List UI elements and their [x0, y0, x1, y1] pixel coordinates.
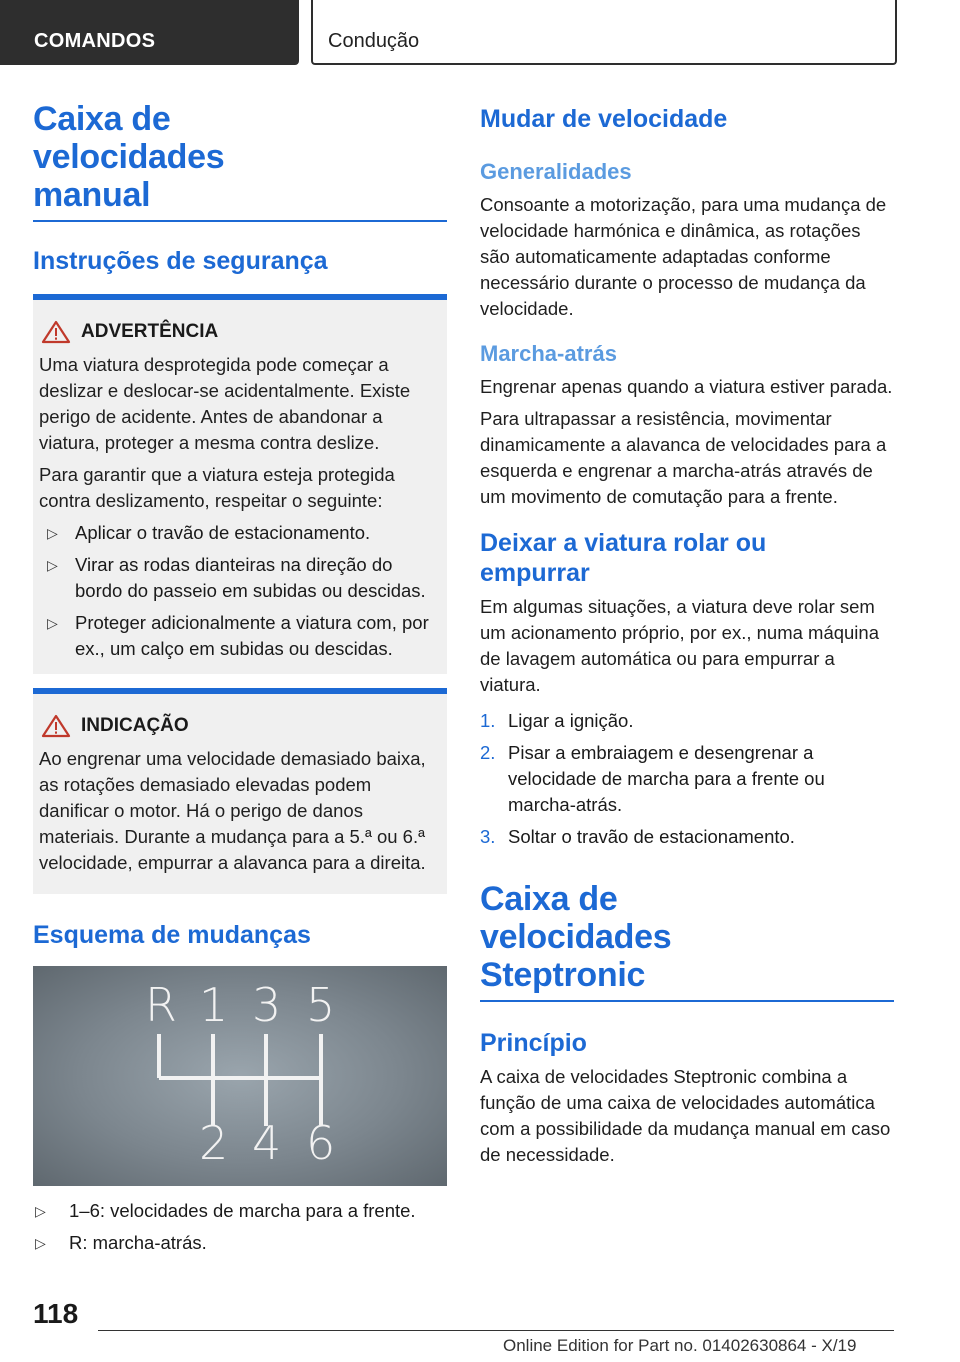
- reverse-paragraph-2: Para ultrapassar a resistência, movimentar dinamicamente a alavanca de velocidades para a esquerda e engrenar a marcha-atrás através de um movimento de comutação para a frente.: [480, 408, 887, 507]
- section-label: COMANDOS: [34, 30, 156, 52]
- list-item: 1. Ligar a ignição.: [480, 710, 634, 731]
- note-title: [39, 714, 441, 738]
- warning-paragraph: Uma viatura desprotegida pode começar a deslizar e deslocar-se acidentalmente. Existe perigo de acidente. Antes de abandonar a viatura, proteger a mesma contra deslize.: [39, 354, 411, 453]
- principle-paragraph: A caixa de velocidades Steptronic combina a função de uma caixa de velocidades automática com a possibilidade da mudança manual em caso de necessidade.: [480, 1066, 891, 1165]
- reverse-heading: Marcha-atrás: [480, 341, 617, 366]
- warning-paragraph-2: Para garantir que a viatura esteja protegida contra deslizamento, respeitar o seguinte:: [39, 464, 395, 511]
- general-paragraph: Consoante a motorização, para uma mudança de velocidade harmónica e dinâmica, as rotações são automaticamente adaptadas conforme necessário durante o processo de mudança da velocidade.: [480, 194, 887, 319]
- roll-heading: Deixar a viatura rolar ou empurrar: [480, 529, 767, 587]
- shift-pattern-lines: [33, 966, 447, 1186]
- gear-shift-diagram: [33, 966, 447, 1186]
- gear-label-4: 4: [252, 1116, 282, 1170]
- change-heading: Mudar de velocidade: [480, 105, 728, 133]
- list-item: ▷ Proteger adicionalmente a viatura com, por ex., um calço em subidas ou descidas.: [39, 610, 441, 662]
- steptronic-rule: [480, 1000, 894, 1002]
- gear-label-2: 2: [199, 1116, 229, 1170]
- warning-label: ADVERTÊNCIA: [81, 321, 219, 342]
- gear-label-1: 1: [199, 978, 229, 1032]
- steptronic-title: Caixa de velocidades Steptronic: [480, 880, 672, 994]
- warning-box: [33, 294, 447, 674]
- warning-triangle-icon: [41, 320, 71, 344]
- gear-label-r: R: [145, 978, 177, 1032]
- list-item: 2. Pisar a embraiagem e desengrenar a velocidade de marcha para a frente ou marcha-atrás.: [480, 742, 825, 815]
- section-tab: [0, 0, 299, 65]
- list-item: ▷ R: marcha-atrás.: [33, 1230, 447, 1256]
- warning-title: [39, 320, 441, 344]
- principle-heading: Princípio: [480, 1029, 587, 1057]
- gear-label-3: 3: [252, 978, 282, 1032]
- chapter-tab: [311, 0, 897, 65]
- triangle-bullet-icon: ▷: [35, 1235, 46, 1251]
- list-item: ▷ 1–6: velocidades de marcha para a frente.: [33, 1198, 447, 1224]
- chapter-label: Condução: [328, 30, 420, 52]
- shift-heading: Esquema de mudanças: [33, 921, 311, 949]
- edition-text: Online Edition for Part no. 01402630864 - X/19: [503, 1336, 857, 1355]
- note-box: [33, 688, 447, 894]
- reverse-paragraph-1: Engrenar apenas quando a viatura estiver parada.: [480, 376, 893, 397]
- steps-list: [480, 708, 894, 850]
- note-paragraph: Ao engrenar uma velocidade demasiado baixa, as rotações demasiado elevadas podem danificar o motor. Há o perigo de danos materiais. Durante a mudança para a 5.ª ou 6.ª velocidade, empurrar a alavanca para a direita.: [39, 748, 426, 873]
- triangle-bullet-icon: ▷: [47, 525, 58, 541]
- left-column: [33, 100, 447, 1256]
- triangle-bullet-icon: ▷: [35, 1203, 46, 1219]
- list-item: ▷ Virar as rodas dianteiras na direção do bordo do passeio em subidas ou descidas.: [39, 552, 441, 604]
- right-column: [480, 100, 894, 1168]
- safety-heading: Instruções de segurança: [33, 247, 328, 275]
- warning-triangle-icon: [41, 714, 71, 738]
- page-number: 118: [33, 1298, 79, 1329]
- page-title: Caixa de velocidades manual: [33, 100, 225, 214]
- warning-list: [39, 520, 441, 662]
- shift-list: [33, 1198, 447, 1256]
- list-item: ▷ Aplicar o travão de estacionamento.: [39, 520, 441, 546]
- title-rule: [33, 220, 447, 222]
- gear-label-6: 6: [306, 1116, 336, 1170]
- triangle-bullet-icon: ▷: [47, 557, 58, 573]
- footer-rule: [98, 1330, 894, 1331]
- note-label: INDICAÇÃO: [81, 715, 189, 736]
- list-item: 3. Soltar o travão de estacionamento.: [480, 826, 795, 847]
- triangle-bullet-icon: ▷: [47, 615, 58, 631]
- general-heading: Generalidades: [480, 159, 632, 184]
- gear-label-5: 5: [306, 978, 336, 1032]
- roll-paragraph: Em algumas situações, a viatura deve rolar sem um acionamento próprio, por ex., numa máquina de lavagem automática ou para empurrar a viatura.: [480, 596, 879, 695]
